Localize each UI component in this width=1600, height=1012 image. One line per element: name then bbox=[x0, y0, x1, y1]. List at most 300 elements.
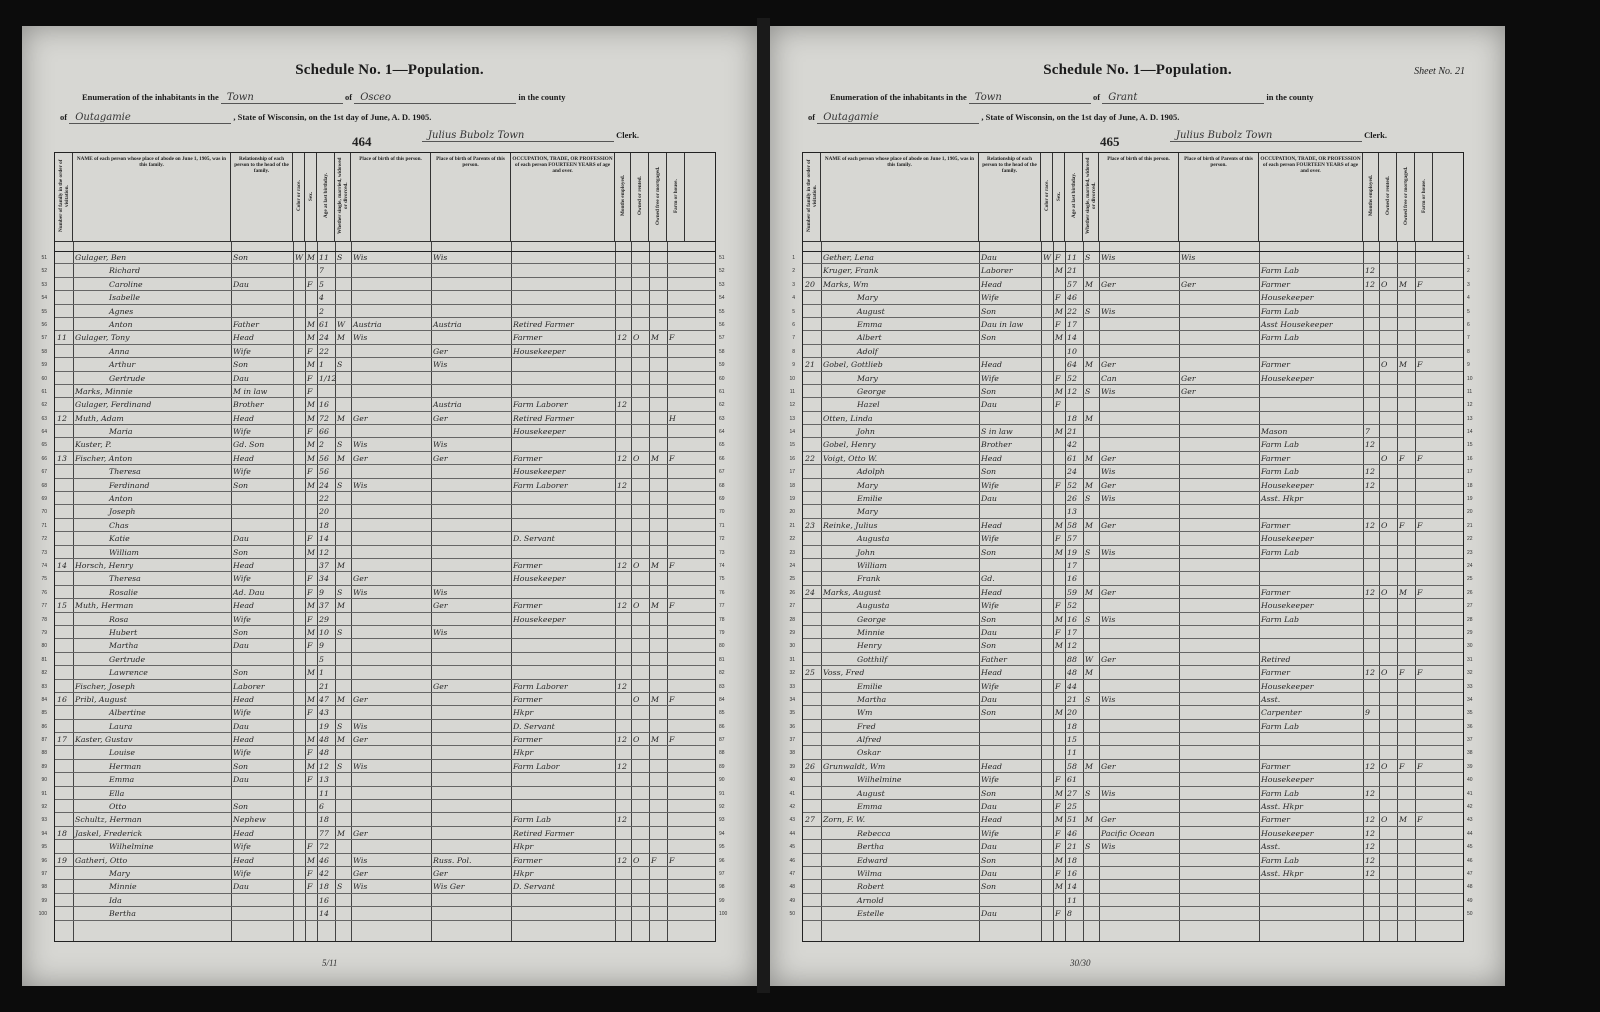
cell-name: Emilie bbox=[857, 494, 883, 504]
line-number: 73 bbox=[719, 549, 725, 556]
cell-h bbox=[669, 345, 684, 358]
cell-bp: Wis bbox=[1101, 694, 1116, 704]
table-row bbox=[789, 880, 1473, 893]
cell-name: Augusta bbox=[857, 534, 890, 544]
cell-bp bbox=[1101, 599, 1178, 612]
cell-pp bbox=[1181, 505, 1258, 518]
cell-occ: Farmer bbox=[1261, 453, 1290, 463]
cell-a: 7 bbox=[319, 266, 324, 276]
line-number: 49 bbox=[789, 897, 795, 904]
line-number: 24 bbox=[1467, 562, 1473, 569]
cell-rel bbox=[233, 907, 292, 920]
cell-mo: 12 bbox=[1365, 520, 1375, 530]
cell-a: 18 bbox=[319, 815, 329, 825]
line-number: 76 bbox=[41, 589, 47, 596]
line-number: 29 bbox=[789, 629, 795, 636]
cell-c bbox=[1043, 680, 1052, 693]
cell-bp bbox=[353, 385, 430, 398]
line-number: 95 bbox=[719, 844, 725, 851]
cell-rel: Son bbox=[981, 788, 997, 798]
table-row bbox=[41, 358, 725, 371]
line-number: 88 bbox=[719, 750, 725, 757]
table-row bbox=[789, 773, 1473, 786]
line-number: 59 bbox=[41, 362, 47, 369]
cell-pp bbox=[1181, 813, 1258, 826]
column-header-rel: Relationship of each person to the head of the family. bbox=[231, 153, 293, 241]
line-number: 12 bbox=[789, 402, 795, 409]
cell-pp bbox=[433, 773, 510, 786]
cell-occ: Farm Laborer bbox=[513, 400, 568, 410]
cell-a: 16 bbox=[1067, 868, 1077, 878]
cell-mo bbox=[1365, 372, 1378, 385]
line-number: 7 bbox=[792, 335, 795, 342]
line-number: 98 bbox=[41, 884, 47, 891]
cell-f bbox=[651, 479, 666, 492]
cell-s bbox=[307, 519, 316, 532]
cell-occ: D. Servant bbox=[513, 882, 555, 892]
cell-name: Gether, Lena bbox=[823, 253, 874, 262]
cell-s: F bbox=[1055, 319, 1061, 329]
cell-bp bbox=[353, 613, 430, 626]
cell-rel bbox=[233, 291, 292, 304]
cell-s: M bbox=[1055, 306, 1063, 316]
line-number: 16 bbox=[1467, 455, 1473, 462]
cell-bp bbox=[1101, 318, 1178, 331]
cell-f bbox=[1399, 639, 1414, 652]
cell-h bbox=[669, 264, 684, 277]
cell-occ: Asst. Hkpr bbox=[1261, 494, 1303, 504]
cell-occ: Farmer bbox=[513, 560, 542, 570]
cell-pp bbox=[1181, 907, 1258, 920]
cell-occ bbox=[513, 278, 614, 291]
line-number: 70 bbox=[41, 509, 47, 516]
cell-rel: Son bbox=[981, 333, 997, 343]
cell-bp: Pacific Ocean bbox=[1101, 828, 1155, 838]
cell-fam bbox=[57, 907, 72, 920]
cell-f: F bbox=[651, 855, 657, 865]
cell-rel: Dau bbox=[233, 534, 249, 544]
cell-o: O bbox=[1381, 453, 1388, 463]
line-number: 45 bbox=[789, 844, 795, 851]
line-number: 80 bbox=[719, 643, 725, 650]
cell-f bbox=[1399, 720, 1414, 733]
table-row bbox=[41, 653, 725, 666]
line-number: 7 bbox=[1467, 335, 1470, 342]
column-header-h: Farm or house. bbox=[667, 153, 685, 241]
cell-occ bbox=[513, 586, 614, 599]
cell-h bbox=[1417, 653, 1432, 666]
column-header-name: NAME of each person whose place of abode on June 1, 1905, was in this family. bbox=[73, 153, 231, 241]
cell-occ bbox=[1261, 572, 1362, 585]
cell-rel: Gd. bbox=[981, 574, 995, 584]
cell-occ bbox=[513, 305, 614, 318]
cell-m: S bbox=[1085, 494, 1091, 504]
cell-s: M bbox=[307, 333, 315, 343]
cell-rel: Son bbox=[981, 467, 997, 477]
cell-m: M bbox=[337, 601, 345, 611]
cell-fam: 14 bbox=[57, 560, 67, 570]
line-number: 56 bbox=[719, 321, 725, 328]
cell-pp bbox=[1181, 465, 1258, 478]
cell-occ bbox=[1261, 345, 1362, 358]
line-number: 71 bbox=[719, 522, 725, 529]
cell-o bbox=[1381, 572, 1396, 585]
cell-h bbox=[1417, 318, 1432, 331]
cell-s bbox=[307, 291, 316, 304]
line-number: 11 bbox=[789, 388, 795, 395]
cell-o bbox=[1381, 291, 1396, 304]
cell-bp bbox=[353, 653, 430, 666]
cell-c bbox=[1043, 693, 1052, 706]
cell-bp bbox=[1101, 867, 1178, 880]
cell-occ: Farm Laborer bbox=[513, 681, 568, 691]
cell-mo bbox=[617, 372, 630, 385]
table-row bbox=[41, 546, 725, 559]
cell-f bbox=[651, 412, 666, 425]
cell-bp bbox=[353, 278, 430, 291]
cell-fam: 24 bbox=[805, 587, 815, 597]
cell-fam bbox=[805, 572, 820, 585]
cell-a: 24 bbox=[319, 333, 329, 343]
cell-a: 21 bbox=[1067, 427, 1077, 437]
cell-s: M bbox=[1055, 708, 1063, 718]
cell-rel bbox=[233, 519, 292, 532]
cell-f bbox=[651, 372, 666, 385]
cell-name: Horsch, Henry bbox=[75, 560, 134, 570]
cell-h bbox=[669, 907, 684, 920]
column-header-fam: Number of family in the order of visitation. bbox=[55, 153, 73, 241]
cell-name: Kruger, Frank bbox=[823, 266, 879, 276]
cell-m bbox=[1085, 559, 1098, 572]
cell-o bbox=[1381, 827, 1396, 840]
cell-a: 44 bbox=[1067, 681, 1077, 691]
cell-o bbox=[633, 613, 648, 626]
cell-fam bbox=[57, 572, 72, 585]
cell-name: Muth, Herman bbox=[75, 601, 134, 611]
cell-m bbox=[337, 666, 350, 679]
cell-fam bbox=[805, 264, 820, 277]
cell-m: S bbox=[1085, 547, 1091, 557]
cell-occ: Farm Lab bbox=[1261, 614, 1299, 624]
column-header-rel: Relationship of each person to the head of the family. bbox=[979, 153, 1041, 241]
line-number: 94 bbox=[719, 830, 725, 837]
line-number: 70 bbox=[719, 509, 725, 516]
line-number: 20 bbox=[1467, 509, 1473, 516]
cell-a: 52 bbox=[1067, 601, 1077, 611]
table-row bbox=[789, 572, 1473, 585]
cell-f bbox=[651, 505, 666, 518]
cell-s: F bbox=[1055, 400, 1061, 410]
line-number: 24 bbox=[789, 562, 795, 569]
cell-fam bbox=[805, 599, 820, 612]
cell-f bbox=[651, 251, 666, 264]
cell-s: M bbox=[307, 400, 315, 410]
cell-fam: 19 bbox=[57, 855, 67, 865]
cell-rel: Dau bbox=[981, 627, 997, 637]
cell-o: O bbox=[633, 735, 640, 745]
cell-c bbox=[1043, 907, 1052, 920]
cell-mo bbox=[617, 318, 630, 331]
cell-o bbox=[1381, 626, 1396, 639]
cell-s: F bbox=[307, 534, 313, 544]
cell-m bbox=[1085, 331, 1098, 344]
county-line: of Outagamie , State of Wisconsin, on the 1st day of June, A. D. 1905. bbox=[60, 112, 432, 123]
cell-h bbox=[1417, 572, 1432, 585]
cell-fam: 27 bbox=[805, 815, 815, 825]
cell-h bbox=[669, 773, 684, 786]
line-number: 23 bbox=[789, 549, 795, 556]
cell-m bbox=[1085, 720, 1098, 733]
cell-f bbox=[1399, 880, 1414, 893]
cell-fam bbox=[805, 438, 820, 451]
cell-o bbox=[633, 465, 648, 478]
cell-m bbox=[1085, 264, 1098, 277]
cell-s: F bbox=[307, 587, 313, 597]
cell-h bbox=[669, 505, 684, 518]
cell-pp bbox=[1181, 680, 1258, 693]
cell-pp bbox=[1181, 706, 1258, 719]
cell-name: Theresa bbox=[109, 467, 141, 477]
line-number: 62 bbox=[719, 402, 725, 409]
cell-s: M bbox=[307, 855, 315, 865]
cell-m: M bbox=[1085, 520, 1093, 530]
cell-rel: Head bbox=[233, 453, 255, 463]
cell-pp bbox=[1181, 318, 1258, 331]
table-row bbox=[41, 412, 725, 425]
cell-rel: Dau bbox=[233, 373, 249, 383]
cell-name: Mary bbox=[857, 293, 878, 303]
cell-rel: Wife bbox=[233, 842, 251, 852]
cell-s bbox=[1055, 720, 1064, 733]
cell-bp bbox=[1101, 800, 1178, 813]
cell-fam bbox=[57, 479, 72, 492]
cell-c bbox=[1043, 452, 1052, 465]
cell-m: S bbox=[1085, 253, 1091, 262]
cell-bp: Ger bbox=[353, 574, 368, 584]
line-number: 45 bbox=[1467, 844, 1473, 851]
cell-occ bbox=[513, 666, 614, 679]
cell-pp bbox=[433, 519, 510, 532]
cell-name: Emma bbox=[857, 802, 883, 812]
cell-rel: Head bbox=[233, 333, 255, 343]
cell-o: O bbox=[633, 694, 640, 704]
table-row bbox=[41, 880, 725, 893]
cell-m bbox=[1085, 398, 1098, 411]
cell-f bbox=[651, 519, 666, 532]
cell-c bbox=[1043, 880, 1052, 893]
table-row bbox=[792, 305, 1470, 318]
cell-s bbox=[307, 492, 316, 505]
cell-f bbox=[651, 278, 666, 291]
cell-a: 24 bbox=[1067, 467, 1077, 477]
cell-a: 14 bbox=[319, 534, 329, 544]
cell-name: Gulager, Ferdinand bbox=[75, 400, 152, 410]
cell-s bbox=[1055, 653, 1064, 666]
cell-o bbox=[633, 586, 648, 599]
cell-o bbox=[1381, 412, 1396, 425]
cell-fam bbox=[57, 639, 72, 652]
line-number: 2 bbox=[1467, 268, 1470, 275]
cell-fam bbox=[805, 398, 820, 411]
cell-f bbox=[651, 746, 666, 759]
cell-o bbox=[633, 412, 648, 425]
cell-rel: Brother bbox=[233, 400, 264, 410]
cell-bp bbox=[1101, 331, 1178, 344]
table-row bbox=[789, 465, 1473, 478]
cell-c bbox=[1043, 519, 1052, 532]
line-number: 2 bbox=[792, 268, 795, 275]
cell-a: 58 bbox=[1067, 761, 1077, 771]
table-row bbox=[41, 505, 725, 518]
cell-c bbox=[295, 452, 304, 465]
table-row bbox=[41, 331, 725, 344]
cell-o bbox=[1381, 867, 1396, 880]
cell-c bbox=[295, 706, 304, 719]
cell-bp: Wis bbox=[353, 333, 368, 343]
cell-m: S bbox=[337, 440, 343, 450]
cell-f bbox=[651, 398, 666, 411]
cell-s: M bbox=[307, 668, 315, 678]
cell-fam bbox=[805, 787, 820, 800]
cell-pp bbox=[433, 479, 510, 492]
cell-rel: Head bbox=[981, 520, 1003, 530]
cell-fam bbox=[805, 706, 820, 719]
cell-c bbox=[295, 653, 304, 666]
cell-pp: Austria bbox=[433, 319, 462, 329]
cell-s: F bbox=[1055, 909, 1061, 919]
cell-name: Rosa bbox=[109, 614, 129, 624]
cell-pp bbox=[1181, 760, 1258, 773]
cell-h bbox=[669, 626, 684, 639]
cell-c bbox=[1043, 666, 1052, 679]
table-row bbox=[789, 827, 1473, 840]
cell-m bbox=[337, 746, 350, 759]
table-row bbox=[41, 345, 725, 358]
cell-rel bbox=[233, 264, 292, 277]
cell-name: Wilhelmine bbox=[857, 775, 902, 785]
cell-occ bbox=[513, 639, 614, 652]
cell-o: O bbox=[1381, 520, 1388, 530]
cell-rel: S in law bbox=[981, 427, 1013, 437]
cell-rel: Son bbox=[233, 253, 249, 262]
cell-rel: Laborer bbox=[233, 681, 265, 691]
cell-f bbox=[651, 438, 666, 451]
cell-h bbox=[669, 385, 684, 398]
cell-fam bbox=[805, 412, 820, 425]
line-number: 18 bbox=[1467, 482, 1473, 489]
cell-f bbox=[651, 760, 666, 773]
cell-pp bbox=[433, 827, 510, 840]
cell-pp bbox=[1181, 291, 1258, 304]
cell-fam bbox=[805, 345, 820, 358]
cell-occ: Housekeeper bbox=[1261, 601, 1314, 611]
line-number: 19 bbox=[789, 496, 795, 503]
cell-a: 34 bbox=[319, 574, 329, 584]
footer-mark: 30/30 bbox=[1070, 958, 1091, 968]
cell-name: Marks, August bbox=[823, 587, 881, 597]
cell-name: Minnie bbox=[109, 882, 137, 892]
cell-pp bbox=[433, 305, 510, 318]
line-number: 78 bbox=[719, 616, 725, 623]
cell-m bbox=[337, 907, 350, 920]
cell-rel: Son bbox=[981, 708, 997, 718]
cell-pp: Wis bbox=[433, 627, 448, 637]
line-number: 50 bbox=[789, 911, 795, 918]
cell-m: M bbox=[1085, 815, 1093, 825]
cell-h bbox=[1417, 854, 1432, 867]
cell-pp bbox=[433, 372, 510, 385]
cell-f bbox=[1399, 572, 1414, 585]
cell-f bbox=[1399, 479, 1414, 492]
cell-bp: Ger bbox=[353, 735, 368, 745]
cell-c bbox=[295, 559, 304, 572]
table-row bbox=[789, 760, 1473, 773]
cell-c bbox=[295, 372, 304, 385]
table-row bbox=[38, 907, 728, 920]
cell-h bbox=[669, 613, 684, 626]
table-row bbox=[41, 519, 725, 532]
cell-fam bbox=[57, 840, 72, 853]
table-row bbox=[789, 546, 1473, 559]
cell-h: F bbox=[1417, 279, 1423, 289]
cell-a: 18 bbox=[319, 520, 329, 530]
cell-occ: Farm Lab bbox=[1261, 306, 1299, 316]
line-number: 15 bbox=[789, 442, 795, 449]
cell-m bbox=[337, 813, 350, 826]
line-number: 88 bbox=[41, 750, 47, 757]
cell-rel bbox=[981, 746, 1040, 759]
cell-a: 20 bbox=[319, 507, 329, 517]
cell-f bbox=[1399, 532, 1414, 545]
cell-rel: Dau bbox=[981, 802, 997, 812]
cell-h bbox=[1417, 867, 1432, 880]
cell-pp bbox=[1181, 626, 1258, 639]
cell-pp: Wis bbox=[1181, 253, 1196, 262]
cell-s bbox=[307, 720, 316, 733]
cell-a: 18 bbox=[1067, 721, 1077, 731]
cell-a: 61 bbox=[1067, 775, 1077, 785]
cell-rel bbox=[981, 559, 1040, 572]
cell-rel: Wife bbox=[981, 681, 999, 691]
clerk-line: Julius Bubolz Town Clerk. bbox=[1170, 130, 1387, 142]
cell-pp bbox=[1181, 827, 1258, 840]
cell-fam: 13 bbox=[57, 453, 67, 463]
cell-c: W bbox=[1043, 253, 1052, 262]
cell-c bbox=[295, 291, 304, 304]
cell-o bbox=[1381, 840, 1396, 853]
cell-s: M bbox=[307, 360, 315, 370]
cell-bp: Wis bbox=[353, 761, 368, 771]
table-row bbox=[792, 291, 1470, 304]
cell-rel bbox=[233, 305, 292, 318]
cell-s bbox=[1055, 492, 1064, 505]
table-row bbox=[789, 639, 1473, 652]
table-row bbox=[41, 680, 725, 693]
cell-s: F bbox=[307, 574, 313, 584]
cell-mo bbox=[1365, 358, 1378, 371]
cell-pp bbox=[1181, 773, 1258, 786]
cell-rel bbox=[981, 720, 1040, 733]
cell-h bbox=[669, 278, 684, 291]
cell-bp bbox=[1101, 894, 1178, 907]
line-number: 44 bbox=[1467, 830, 1473, 837]
cell-name: August bbox=[857, 306, 885, 316]
cell-a: 8 bbox=[1067, 909, 1072, 919]
cell-fam: 16 bbox=[57, 694, 67, 704]
cell-f bbox=[651, 345, 666, 358]
cell-o bbox=[1381, 318, 1396, 331]
line-number: 19 bbox=[1467, 496, 1473, 503]
